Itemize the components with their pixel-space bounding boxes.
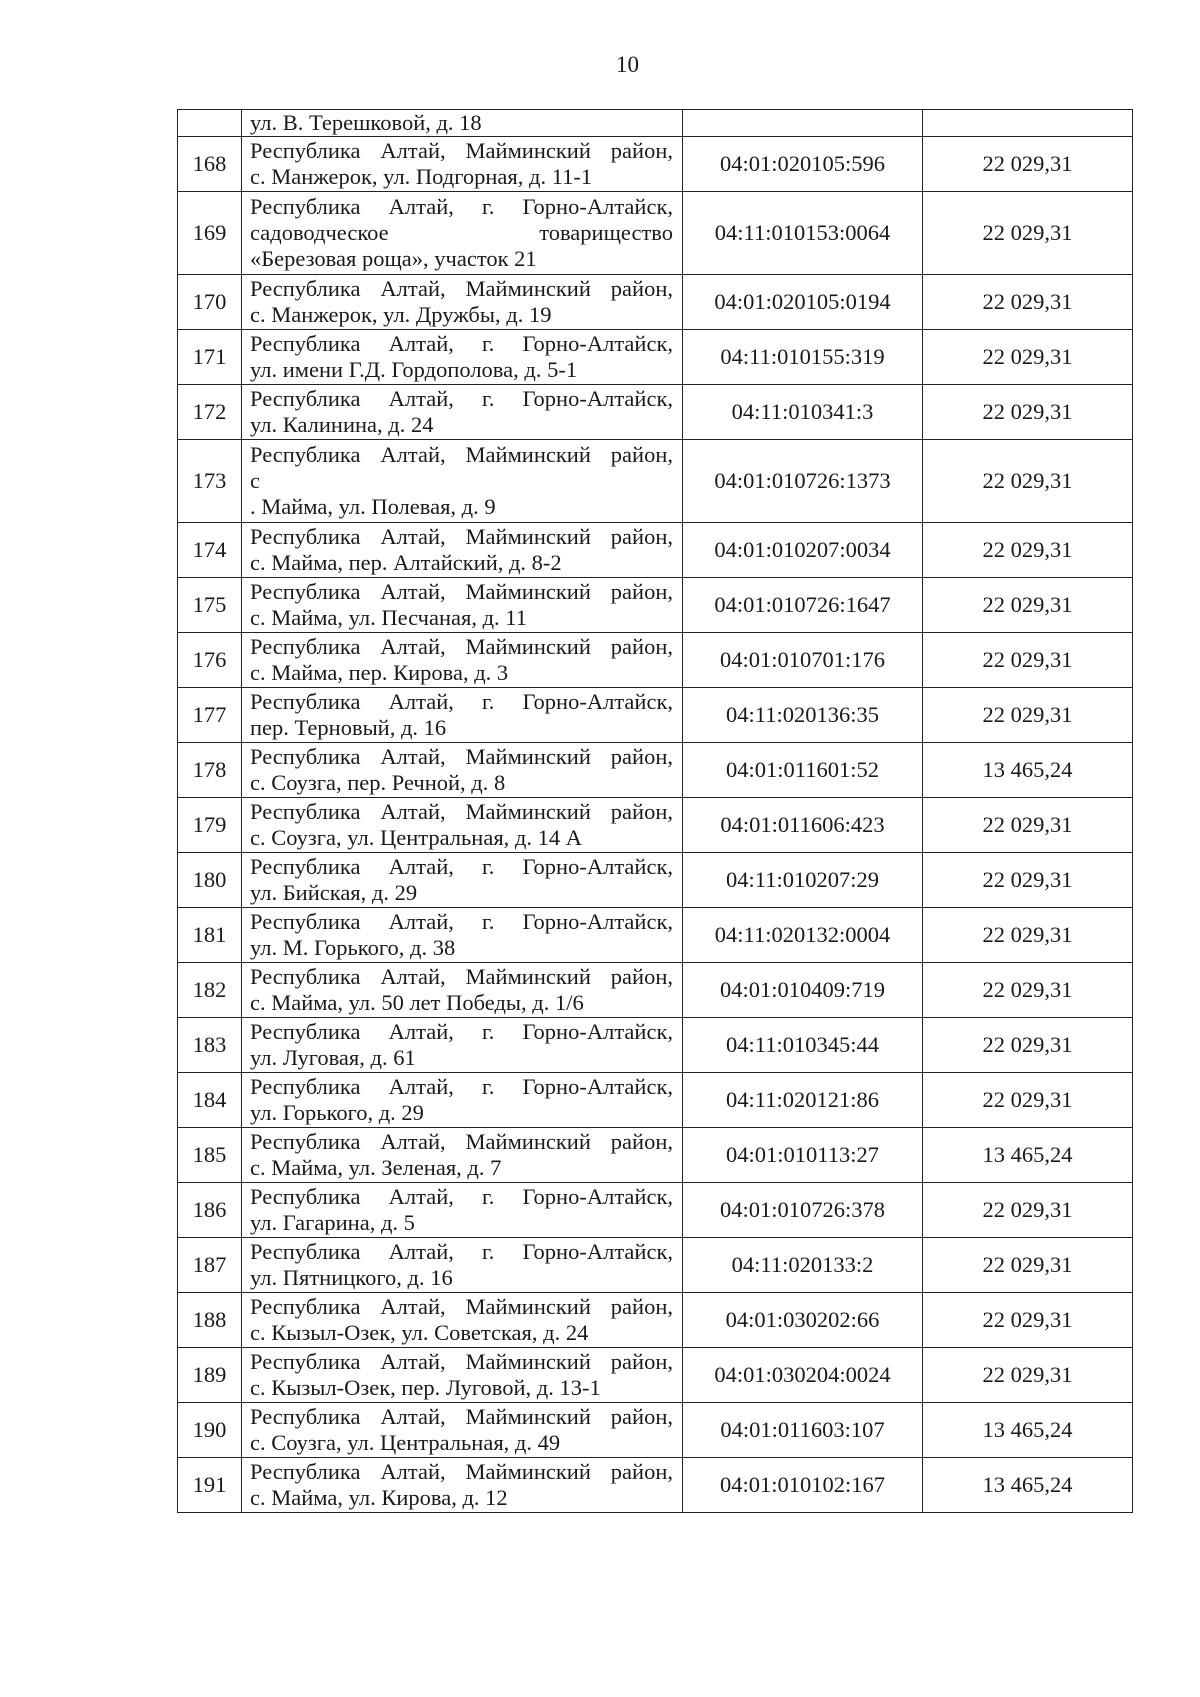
- address-cell: [242, 853, 683, 908]
- address-line: ул. имени Г.Д. Гордополова, д. 5-1: [250, 357, 578, 382]
- value-cell: 22 029,31: [923, 1348, 1133, 1403]
- row-number-cell: 175: [178, 578, 242, 633]
- address-line: с. Майма, пер. Кирова, д. 3: [250, 660, 509, 685]
- address-line: ул. Луговая, д. 61: [250, 1045, 416, 1070]
- address-line: Республика Алтай, г. Горно-Алтайск,: [250, 1184, 673, 1209]
- address-line: с. Майма, пер. Алтайский, д. 8-2: [250, 550, 562, 575]
- address-line: ул. М. Горького, д. 38: [250, 935, 456, 960]
- value-cell: 22 029,31: [923, 1293, 1133, 1348]
- row-number-cell: 186: [178, 1183, 242, 1238]
- cadastral-number-cell: 04:01:030204:0024: [683, 1348, 923, 1403]
- cadastral-number-cell: 04:01:011603:107: [683, 1403, 923, 1458]
- table-row: [178, 137, 1133, 192]
- address-line: с. Майма, ул. Зеленая, д. 7: [250, 1155, 502, 1180]
- cadastral-number-cell: 04:01:010102:167: [683, 1458, 923, 1513]
- table-row: [178, 275, 1133, 330]
- value-cell: 22 029,31: [923, 330, 1133, 385]
- value-cell: 22 029,31: [923, 1183, 1133, 1238]
- table-row: [178, 192, 1133, 275]
- row-number-cell: 179: [178, 798, 242, 853]
- address-cell: [242, 192, 683, 275]
- address-cell: [242, 633, 683, 688]
- address-cell: [242, 743, 683, 798]
- table-row: [178, 1128, 1133, 1183]
- address-cell: [242, 1403, 683, 1458]
- value-cell: 22 029,31: [923, 963, 1133, 1018]
- row-number-cell: 177: [178, 688, 242, 743]
- cadastral-number-cell: 04:01:020105:596: [683, 137, 923, 192]
- address-cell: [242, 1348, 683, 1403]
- address-cell: [242, 110, 683, 137]
- address-line: с. Манжерок, ул. Дружбы, д. 19: [250, 302, 552, 327]
- cadastral-number-cell: 04:01:011606:423: [683, 798, 923, 853]
- address-cell: [242, 137, 683, 192]
- address-line: Республика Алтай, Майминский район,: [250, 1294, 673, 1319]
- address-cell: [242, 688, 683, 743]
- cadastral-number-cell: 04:01:030202:66: [683, 1293, 923, 1348]
- cadastral-number-cell: 04:11:010153:0064: [683, 192, 923, 275]
- cadastral-number-cell: 04:01:010726:1373: [683, 440, 923, 523]
- value-cell: 22 029,31: [923, 137, 1133, 192]
- address-cell: [242, 385, 683, 440]
- page-number: 10: [616, 52, 639, 77]
- value-cell: 13 465,24: [923, 1403, 1133, 1458]
- value-cell: 22 029,31: [923, 440, 1133, 523]
- row-number-cell: 168: [178, 137, 242, 192]
- row-number-cell: 174: [178, 523, 242, 578]
- address-line: Республика Алтай, Майминский район,: [250, 634, 673, 659]
- cadastral-number-cell: 04:01:010409:719: [683, 963, 923, 1018]
- address-line: Республика Алтай, Майминский район,: [250, 1129, 673, 1154]
- table-row: [178, 330, 1133, 385]
- table-row: [178, 1018, 1133, 1073]
- value-cell: 22 029,31: [923, 633, 1133, 688]
- address-cell: [242, 1183, 683, 1238]
- address-line: с. Соузга, ул. Центральная, д. 14 А: [250, 825, 582, 850]
- value-cell: [923, 110, 1133, 137]
- address-cell: [242, 1293, 683, 1348]
- cadastral-number-cell: 04:11:020136:35: [683, 688, 923, 743]
- address-cell: [242, 1018, 683, 1073]
- row-number-cell: 170: [178, 275, 242, 330]
- row-number-cell: 183: [178, 1018, 242, 1073]
- table-row: [178, 1073, 1133, 1128]
- address-line: ул. Бийская, д. 29: [250, 880, 418, 905]
- address-line: Республика Алтай, Майминский район,: [250, 276, 673, 301]
- value-cell: 22 029,31: [923, 385, 1133, 440]
- address-line: ул. В. Терешковой, д. 18: [250, 110, 482, 135]
- address-cell: [242, 908, 683, 963]
- row-number-cell: [178, 110, 242, 137]
- address-line: с. Соузга, пер. Речной, д. 8: [250, 770, 506, 795]
- cadastral-number-cell: 04:01:010726:378: [683, 1183, 923, 1238]
- address-line: с. Кызыл-Озек, пер. Луговой, д. 13-1: [250, 1375, 601, 1400]
- property-table: [177, 109, 1133, 1513]
- row-number-cell: 184: [178, 1073, 242, 1128]
- value-cell: 13 465,24: [923, 1128, 1133, 1183]
- value-cell: 22 029,31: [923, 523, 1133, 578]
- value-cell: 22 029,31: [923, 1238, 1133, 1293]
- address-line: с. Манжерок, ул. Подгорная, д. 11-1: [250, 164, 593, 189]
- row-number-cell: 188: [178, 1293, 242, 1348]
- table-row: [178, 1293, 1133, 1348]
- cadastral-number-cell: 04:11:020132:0004: [683, 908, 923, 963]
- row-number-cell: 172: [178, 385, 242, 440]
- value-cell: 22 029,31: [923, 275, 1133, 330]
- address-line: с. Майма, ул. Песчаная, д. 11: [250, 605, 527, 630]
- address-cell: [242, 963, 683, 1018]
- address-cell: [242, 440, 683, 523]
- cadastral-number-cell: 04:11:010345:44: [683, 1018, 923, 1073]
- address-line: Республика Алтай, Майминский район,: [250, 442, 673, 467]
- row-number-cell: 185: [178, 1128, 242, 1183]
- value-cell: 22 029,31: [923, 853, 1133, 908]
- table-row: [178, 963, 1133, 1018]
- table-row-continuation: [178, 110, 1133, 137]
- row-number-cell: 180: [178, 853, 242, 908]
- address-line: Республика Алтай, г. Горно-Алтайск,: [250, 854, 673, 879]
- table-row: [178, 853, 1133, 908]
- table-row: [178, 440, 1133, 523]
- address-cell: [242, 1128, 683, 1183]
- address-line: с. Майма, ул. Кирова, д. 12: [250, 1485, 508, 1510]
- address-cell: [242, 1238, 683, 1293]
- value-cell: 22 029,31: [923, 1018, 1133, 1073]
- row-number-cell: 190: [178, 1403, 242, 1458]
- cadastral-number-cell: 04:11:010341:3: [683, 385, 923, 440]
- cadastral-number-cell: 04:11:010155:319: [683, 330, 923, 385]
- address-line: Республика Алтай, г. Горно-Алтайск,: [250, 331, 673, 356]
- value-cell: 22 029,31: [923, 1073, 1133, 1128]
- row-number-cell: 171: [178, 330, 242, 385]
- address-line: Республика Алтай, Майминский район,: [250, 138, 673, 163]
- table-row: [178, 798, 1133, 853]
- address-line: Республика Алтай, г. Горно-Алтайск,: [250, 1239, 673, 1264]
- table-row: [178, 578, 1133, 633]
- table-row: [178, 743, 1133, 798]
- address-line: Республика Алтай, г. Горно-Алтайск,: [250, 909, 673, 934]
- row-number-cell: 189: [178, 1348, 242, 1403]
- address-line: ул. Калинина, д. 24: [250, 412, 434, 437]
- row-number-cell: 182: [178, 963, 242, 1018]
- table-row: [178, 1348, 1133, 1403]
- address-line: Республика Алтай, Майминский район,: [250, 1349, 673, 1374]
- property-table-body: [178, 110, 1133, 1513]
- table-row: [178, 633, 1133, 688]
- value-cell: 22 029,31: [923, 578, 1133, 633]
- table-row: [178, 1183, 1133, 1238]
- address-line: Республика Алтай, Майминский район,: [250, 579, 673, 604]
- address-line: «Березовая роща», участок 21: [250, 246, 537, 271]
- table-row: [178, 688, 1133, 743]
- address-cell: [242, 1073, 683, 1128]
- cadastral-number-cell: 04:11:010207:29: [683, 853, 923, 908]
- cadastral-number-cell: 04:01:010726:1647: [683, 578, 923, 633]
- address-line: Республика Алтай, Майминский район,: [250, 524, 673, 549]
- cadastral-number-cell: 04:01:010207:0034: [683, 523, 923, 578]
- cadastral-number-cell: 04:01:020105:0194: [683, 275, 923, 330]
- address-cell: [242, 330, 683, 385]
- row-number-cell: 176: [178, 633, 242, 688]
- value-cell: 22 029,31: [923, 192, 1133, 275]
- address-line: Республика Алтай, Майминский район,: [250, 964, 673, 989]
- value-cell: 22 029,31: [923, 908, 1133, 963]
- address-line: Республика Алтай, г. Горно-Алтайск,: [250, 194, 673, 219]
- row-number-cell: 173: [178, 440, 242, 523]
- cadastral-number-cell: 04:11:020133:2: [683, 1238, 923, 1293]
- address-line: с. Кызыл-Озек, ул. Советская, д. 24: [250, 1320, 589, 1345]
- cadastral-number-cell: [683, 110, 923, 137]
- address-line: ул. Горького, д. 29: [250, 1100, 424, 1125]
- cadastral-number-cell: 04:11:020121:86: [683, 1073, 923, 1128]
- address-line: садоводческое товарищество: [250, 220, 673, 245]
- address-line: Республика Алтай, Майминский район,: [250, 799, 673, 824]
- value-cell: 13 465,24: [923, 1458, 1133, 1513]
- address-cell: [242, 578, 683, 633]
- table-row: [178, 385, 1133, 440]
- address-line: пер. Терновый, д. 16: [250, 715, 447, 740]
- address-line: . Майма, ул. Полевая, д. 9: [250, 494, 496, 519]
- address-line: с. Соузга, ул. Центральная, д. 49: [250, 1430, 561, 1455]
- address-cell: [242, 523, 683, 578]
- address-cell: [242, 1458, 683, 1513]
- address-line: Республика Алтай, г. Горно-Алтайск,: [250, 689, 673, 714]
- cadastral-number-cell: 04:01:010701:176: [683, 633, 923, 688]
- row-number-cell: 178: [178, 743, 242, 798]
- address-cell: [242, 798, 683, 853]
- address-line: Республика Алтай, г. Горно-Алтайск,: [250, 1019, 673, 1044]
- address-line: Республика Алтай, г. Горно-Алтайск,: [250, 1074, 673, 1099]
- address-line: Республика Алтай, Майминский район,: [250, 1404, 673, 1429]
- table-row: [178, 908, 1133, 963]
- value-cell: 22 029,31: [923, 798, 1133, 853]
- address-line: Республика Алтай, Майминский район,: [250, 1459, 673, 1484]
- row-number-cell: 169: [178, 192, 242, 275]
- value-cell: 13 465,24: [923, 743, 1133, 798]
- address-cell: [242, 275, 683, 330]
- address-line: с. Майма, ул. 50 лет Победы, д. 1/6: [250, 990, 584, 1015]
- address-line: ул. Гагарина, д. 5: [250, 1210, 415, 1235]
- row-number-cell: 191: [178, 1458, 242, 1513]
- row-number-cell: 181: [178, 908, 242, 963]
- address-line: ул. Пятницкого, д. 16: [250, 1265, 453, 1290]
- cadastral-number-cell: 04:01:010113:27: [683, 1128, 923, 1183]
- address-line: Республика Алтай, г. Горно-Алтайск,: [250, 386, 673, 411]
- table-row: [178, 523, 1133, 578]
- address-line: с: [250, 468, 260, 493]
- table-row: [178, 1238, 1133, 1293]
- value-cell: 22 029,31: [923, 688, 1133, 743]
- cadastral-number-cell: 04:01:011601:52: [683, 743, 923, 798]
- table-row: [178, 1458, 1133, 1513]
- row-number-cell: 187: [178, 1238, 242, 1293]
- address-line: Республика Алтай, Майминский район,: [250, 744, 673, 769]
- table-row: [178, 1403, 1133, 1458]
